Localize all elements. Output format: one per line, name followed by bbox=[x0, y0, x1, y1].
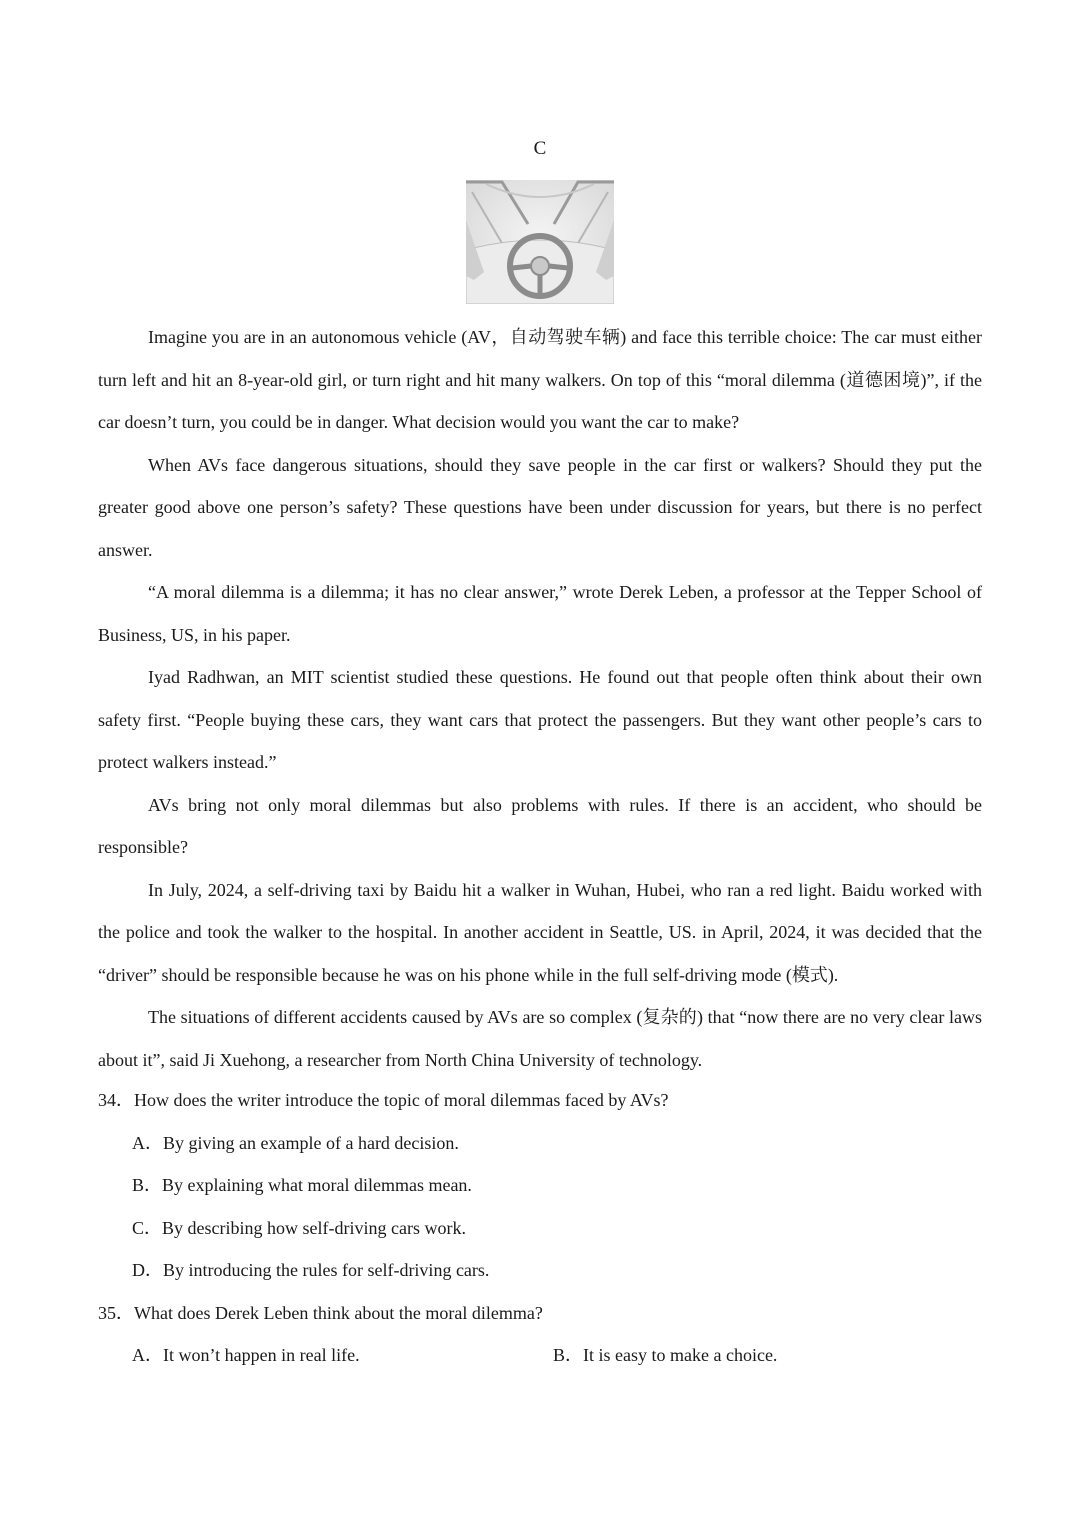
paragraph: The situations of different accidents caused by AVs are so complex (复杂的) that “now there are no very clear laws about it”, said Ji Xuehong, a researcher from North China University of technology. bbox=[98, 1007, 982, 1070]
question-35-stem: 35．What does Derek Leben think about the moral dilemma? bbox=[98, 1302, 543, 1323]
question-34-stem: 34．How does the writer introduce the topic of moral dilemmas faced by AVs? bbox=[98, 1090, 669, 1110]
paragraph: In July, 2024, a self-driving taxi by Baidu hit a walker in Wuhan, Hubei, who ran a red light. Baidu worked with the police and took the walker to the hospital. In another accident in Seattle, US. in April, 2024, it was decided that the “driver” should be responsible because he was on his phone while in the full self-driving mode (模式). bbox=[98, 879, 982, 985]
paragraph: Imagine you are in an autonomous vehicle (AV，自动驾驶车辆) and face this terrible choice: The car must either turn left and hit an 8-year-old girl, or turn right and hit many walkers. On top of this “moral dilemma (道德困境)”, if the car doesn’t turn, you could be in danger. What decision would you want the car to make? bbox=[98, 327, 982, 432]
paragraph: Iyad Radhwan, an MIT scientist studied these questions. He found out that people often think about their own safety first. “People buying these cars, they want cars that protect the passengers. But they want other people’s cars to protect walkers instead.” bbox=[98, 667, 982, 772]
question-35-option-b: B．It is easy to make a choice. bbox=[553, 1345, 778, 1365]
paragraph: “A moral dilemma is a dilemma; it has no clear answer,” wrote Derek Leben, a professor at the Tepper School of Business, US, in his paper. bbox=[98, 582, 982, 645]
steering-wheel-illustration bbox=[466, 180, 614, 304]
question-34-option-d: D．By introducing the rules for self-driving cars. bbox=[132, 1260, 490, 1280]
question-35-options bbox=[98, 1334, 982, 1377]
question-34-option-b: B．By explaining what moral dilemmas mean. bbox=[132, 1175, 472, 1195]
question-34-option-c: C．By describing how self-driving cars work. bbox=[132, 1217, 466, 1238]
section-letter: C bbox=[533, 138, 547, 159]
paragraph: When AVs face dangerous situations, should they save people in the car first or walkers? Should they put the greater good above one person’s safety? These questions have been under discussion for years, but there is no perfect answer. bbox=[98, 454, 982, 560]
paragraph: AVs bring not only moral dilemmas but also problems with rules. If there is an accident, who should be responsible? bbox=[98, 794, 982, 857]
question-34-option-a: A．By giving an example of a hard decision. bbox=[132, 1132, 459, 1153]
reading-passage bbox=[98, 316, 982, 1081]
steering-wheel-icon bbox=[466, 180, 614, 304]
question-35-option-a: A．It won’t happen in real life. bbox=[132, 1345, 360, 1365]
questions-section bbox=[98, 1079, 982, 1377]
